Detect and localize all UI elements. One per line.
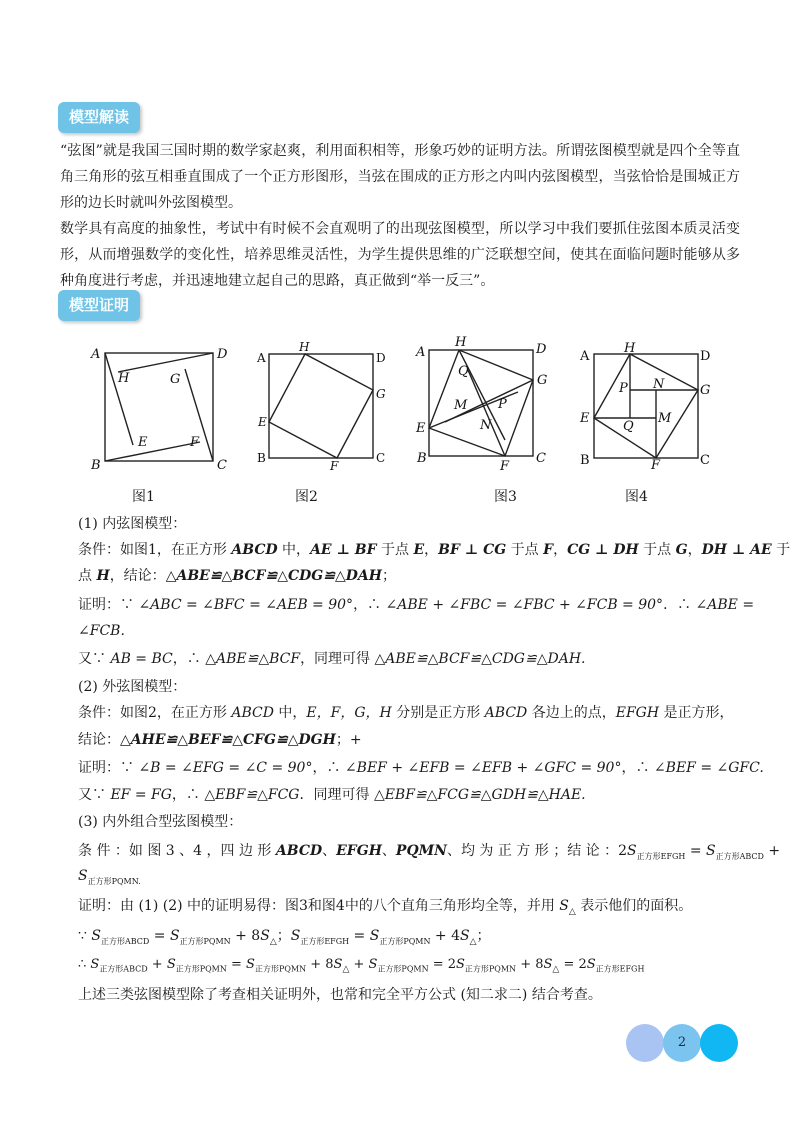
segment-dh	[118, 353, 213, 372]
segment-bf	[105, 442, 200, 461]
figure-1-diagram	[88, 336, 238, 476]
label-e: E	[416, 421, 426, 436]
label-f: F	[500, 459, 510, 474]
label-e: E	[580, 411, 590, 426]
figure-1-caption: 图1	[132, 489, 155, 505]
proof-line-2: 条件：如图1，在正方形 ABCD 中，AE ⊥ BF 于点 E，BF ⊥ CG 于点 F，CG ⊥ DH 于点 G，DH ⊥ AE 于	[78, 542, 791, 558]
proof-line-12: (3) 内外组合型弦图模型：	[78, 814, 243, 830]
proof-line-8: 条件：如图2，在正方形 ABCD 中，E，F，G，H 分别是正方形 ABCD 各边上的点，EFGH 是正方形，	[78, 705, 734, 721]
label-p: P	[498, 397, 507, 412]
label-c: C	[217, 458, 227, 473]
intro-paragraph-1: “弦图”就是我国三国时期的数学家赵爽，利用面积相等，形象巧妙的证明方法。所谓弦图模型就是四个全等直角三角形的弦互相垂直围成了一个正方形图形，当弦在围成的正方形之内叫内弦图模型，当弦恰恰是围城正方形的边长时就叫外弦图模型。	[60, 143, 740, 211]
proof-line-17: ∴ $S_{正方形ABCD} + S_{正方形PQMN} = S_{正方形PQMN} + 8S_\triangle + S_{正方形PQMN} = 2S_{正方形PQMN} + 8S_\triangle = 2S_{正方形EFGH}$	[78, 957, 645, 975]
proof-line-6: 又∵ AB = BC，∴ △ABE≌△BCF，同理可得 △ABE≌△BCF≌△CDG≌△DAH.	[78, 651, 586, 667]
label-d: D	[700, 349, 711, 364]
badge-circle-right	[700, 1024, 738, 1062]
label-m: M	[454, 398, 468, 413]
proof-line-11: 又∵ EF = FG，∴ △EBF≌△FCG．同理可得 △EBF≌△FCG≌△GDH≌△HAE.	[78, 787, 586, 803]
proof-line-14: $S_{正方形PQMN.}$	[78, 868, 141, 886]
page-number: 2	[677, 1035, 687, 1050]
label-a: A	[416, 345, 426, 360]
label-d: D	[376, 351, 386, 365]
figure-1	[88, 336, 238, 476]
figure-2	[254, 336, 394, 476]
figure-4	[574, 336, 719, 476]
label-c: C	[376, 451, 386, 465]
proof-line-10: 证明：∵ ∠B = ∠EFG = ∠C = 90°，∴ ∠BEF + ∠EFB = ∠EFB + ∠GFC = 90°，∴ ∠BEF = ∠GFC.	[78, 760, 764, 776]
label-f: F	[190, 435, 200, 450]
section-heading-model-interpretation: 模型解读	[58, 102, 140, 133]
page-number-badge	[0, 1024, 794, 1064]
proof-line-3: 点 H，结论：△ABE≌△BCF≌△CDG≌△DAH；	[78, 568, 396, 584]
label-e: E	[138, 435, 148, 450]
segment-ae	[105, 353, 133, 445]
label-b: B	[580, 453, 590, 468]
proof-line-1: (1) 内弦图模型：	[78, 516, 187, 532]
badge-circle-left	[626, 1024, 664, 1062]
label-h: H	[118, 371, 130, 386]
figure-2-caption: 图2	[295, 489, 318, 505]
label-p: P	[619, 381, 628, 396]
section-heading-model-proof: 模型证明	[58, 290, 140, 321]
label-d: D	[217, 347, 228, 362]
label-g: G	[700, 383, 711, 398]
label-d: D	[536, 342, 547, 357]
label-c: C	[700, 453, 710, 468]
square-abcd	[269, 354, 373, 458]
square-abcd	[594, 354, 698, 458]
label-a: A	[580, 349, 590, 364]
figure-3	[412, 336, 557, 476]
proof-line-18: 上述三类弦图模型除了考查相关证明外，也常和完全平方公式 (知二求二) 结合考查。	[78, 987, 602, 1003]
label-f: F	[330, 459, 339, 473]
label-a: A	[91, 347, 101, 362]
label-f: F	[651, 458, 661, 473]
label-g: G	[170, 372, 181, 387]
segment-fq	[468, 370, 505, 456]
square-abcd	[429, 350, 533, 456]
label-a: A	[257, 351, 266, 365]
figure-3-caption: 图3	[494, 489, 517, 505]
proof-line-7: (2) 外弦图模型：	[78, 679, 187, 695]
figure-3-diagram	[412, 336, 557, 476]
proof-line-4: 证明：∵ ∠ABC = ∠BFC = ∠AEB = 90°，∴ ∠ABE + ∠FBC = ∠FBC + ∠FCB = 90°．∴ ∠ABE =	[78, 597, 755, 613]
label-b: B	[257, 451, 266, 465]
label-q: Q	[458, 364, 469, 379]
square-efgh	[269, 354, 373, 458]
label-q: Q	[623, 419, 634, 434]
figure-2-diagram	[254, 336, 394, 476]
label-n: N	[480, 418, 492, 433]
label-c: C	[536, 451, 546, 466]
proof-line-13: 条 件 ：如 图 3 、4 ，四 边 形 ABCD、EFGH、PQMN、均 为 正 方 形 ；结 论 ：$2S_{正方形EFGH} = S_{正方形ABCD}$ +	[78, 843, 781, 861]
label-h: H	[299, 340, 310, 354]
label-g: G	[537, 373, 548, 388]
label-n: N	[653, 377, 665, 392]
proof-line-9: 结论：△AHE≌△BEF≌△CFG≌△DGH；+	[78, 732, 362, 748]
label-h: H	[455, 335, 467, 350]
label-h: H	[624, 341, 636, 356]
figure-4-caption: 图4	[625, 489, 648, 505]
intro-paragraph-2: 数学具有高度的抽象性，考试中有时候不会直观明了的出现弦图模型，所以学习中我们要抓住弦图本质灵活变形，从而增强数学的变化性，培养思维灵活性，为学生提供思维的广泛联想空间，使其在面临问题时能够从多种角度进行考虑，并迅速地建立起自己的思路，真正做到“举一反三”。	[60, 221, 740, 289]
label-g: G	[376, 387, 386, 401]
figure-4-diagram	[574, 336, 719, 476]
proof-line-16: ∵ $S_{正方形ABCD} = S_{正方形PQMN} + 8S_\triangle$；$S_{正方形EFGH} = S_{正方形PQMN} + 4S_\triangle$；	[78, 928, 491, 947]
square-efgh	[429, 350, 533, 456]
label-b: B	[417, 451, 427, 466]
proof-line-15: 证明：由 (1) (2) 中的证明易得：图3和图4中的八个直角三角形均全等，并用 $S_\triangle$ 表示他们的面积。	[78, 898, 693, 917]
square-efgh	[594, 354, 698, 458]
label-b: B	[91, 458, 101, 473]
proof-line-5: ∠FCB.	[78, 623, 125, 639]
label-e: E	[258, 415, 267, 429]
label-m: M	[658, 411, 672, 426]
